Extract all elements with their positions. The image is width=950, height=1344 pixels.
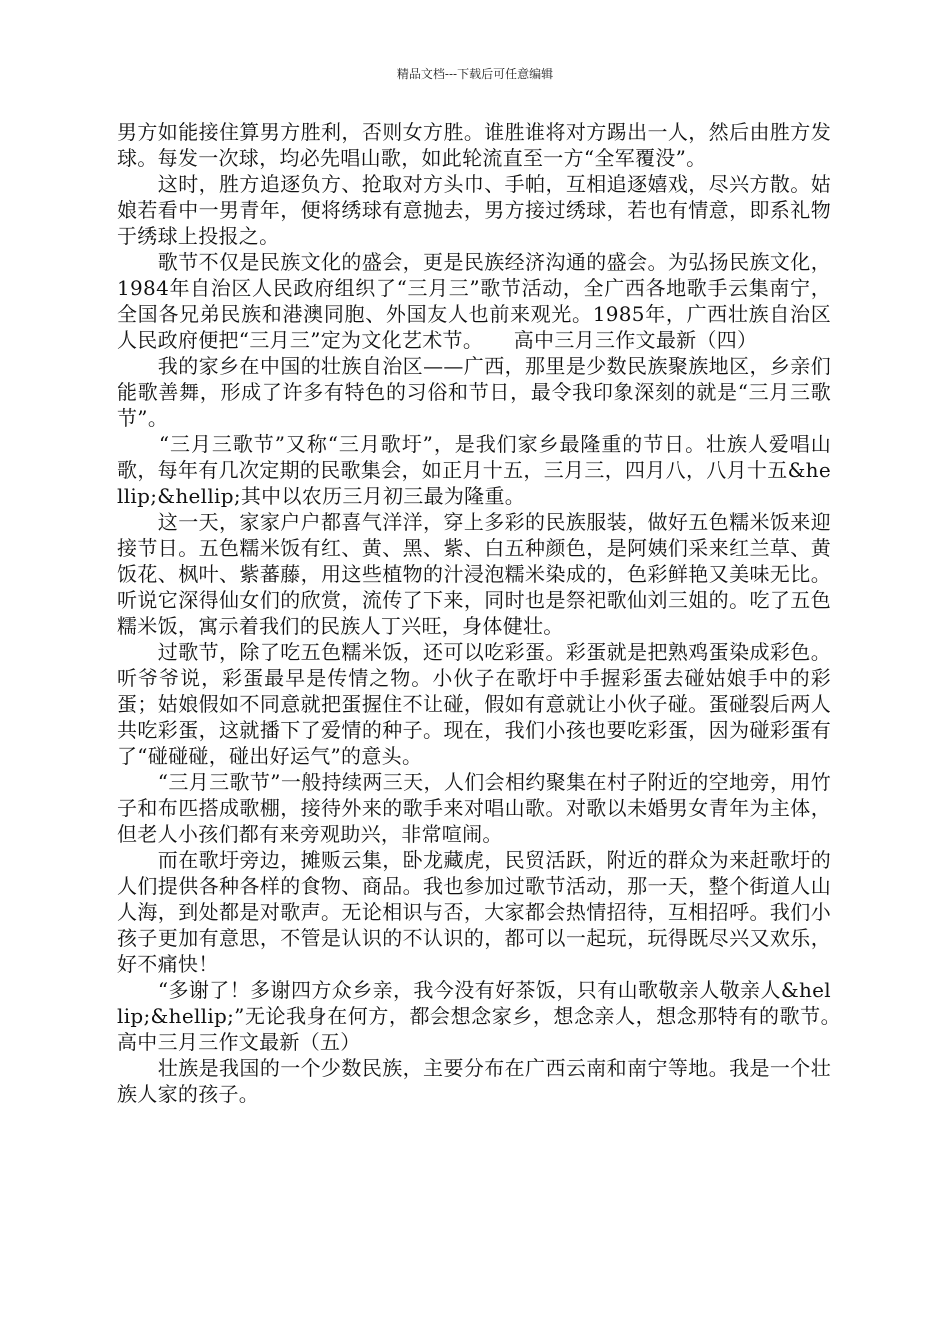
- document-body: [117, 119, 872, 1107]
- page-header: 精品文档---下载后可任意编辑: [396, 67, 554, 81]
- paragraph: “三月三歌节”一般持续两三天，人们会相约聚集在村子附近的空地旁，用竹子和布匹搭成歌棚，接待外来的歌手来对唱山歌。对歌以未婚男女青年为主体，但老人小孩们都有来旁观助兴，非常喧闹。: [117, 770, 831, 846]
- paragraph: 这时，胜方追逐负方、抢取对方头巾、手帕，互相追逐嬉戏，尽兴方散。姑娘若看中一男青年，便将绣球有意抛去，男方接过绣球，若也有情意，即系礼物于绣球上投报之。: [117, 172, 831, 248]
- paragraph: 这一天，家家户户都喜气洋洋，穿上多彩的民族服装，做好五色糯米饭来迎接节日。五色糯米饭有红、黄、黑、紫、白五种颜色，是阿姨们采来红兰草、黄饭花、枫叶、紫蕃藤，用这些植物的汁浸泡糯米染成的，色彩鲜艳又美味无比。听说它深得仙女们的欣赏，流传了下来，同时也是祭祀歌仙刘三姐的。吃了五色糯米饭，寓示着我们的民族人丁兴旺，身体健壮。: [117, 510, 831, 638]
- paragraph: 男方如能接住算男方胜利，否则女方胜。谁胜谁将对方踢出一人，然后由胜方发球。每发一次球，均必先唱山歌，如此轮流直至一方“全军覆没”。: [117, 120, 831, 170]
- paragraph: 我的家乡在中国的壮族自治区——广西，那里是少数民族聚族地区，乡亲们能歌善舞，形成了许多有特色的习俗和节日，最令我印象深刻的就是“三月三歌节”。: [117, 354, 831, 430]
- paragraph: “多谢了！多谢四方众乡亲，我今没有好茶饭，只有山歌敬亲人敬亲人&hellip;&hellip;”无论我身在何方，都会想念家乡，想念亲人，想念那特有的歌节。 高中三月三作文最新（五）: [117, 978, 872, 1054]
- paragraph: 歌节不仅是民族文化的盛会，更是民族经济沟通的盛会。为弘扬民族文化，1984年自治区人民政府组织了“三月三”歌节活动，全广西各地歌手云集南宁，全国各兄弟民族和港澳同胞、外国友人也前来观光。1985年，广西壮族自治区人民政府便把“三月三”定为文化艺术节。 高中三月三作文最新（四）: [117, 250, 831, 352]
- paragraph: 而在歌圩旁边，摊贩云集，卧龙藏虎，民贸活跃，附近的群众为来赶歌圩的人们提供各种各样的食物、商品。我也参加过歌节活动，那一天，整个街道人山人海，到处都是对歌声。无论相识与否，大家都会热情招待，互相招呼。我们小孩子更加有意思，不管是认识的不认识的，都可以一起玩，玩得既尽兴又欢乐，好不痛快！: [117, 848, 831, 976]
- paragraph: “三月三歌节”又称“三月歌圩”，是我们家乡最隆重的节日。壮族人爱唱山歌，每年有几次定期的民歌集会，如正月十五，三月三，四月八，八月十五&hellip;&hellip;其中以农历三月初三最为隆重。: [117, 432, 831, 508]
- paragraph: 过歌节，除了吃五色糯米饭，还可以吃彩蛋。彩蛋就是把熟鸡蛋染成彩色。听爷爷说，彩蛋最早是传情之物。小伙子在歌圩中手握彩蛋去碰姑娘手中的彩蛋；姑娘假如不同意就把蛋握住不让碰，假如有意就让小伙子碰。蛋碰裂后两人共吃彩蛋，这就播下了爱情的种子。现在，我们小孩也要吃彩蛋，因为碰彩蛋有了“碰碰碰，碰出好运气”的意头。: [117, 640, 831, 768]
- paragraph: 壮族是我国的一个少数民族，主要分布在广西云南和南宁等地。我是一个壮族人家的孩子。: [117, 1056, 831, 1106]
